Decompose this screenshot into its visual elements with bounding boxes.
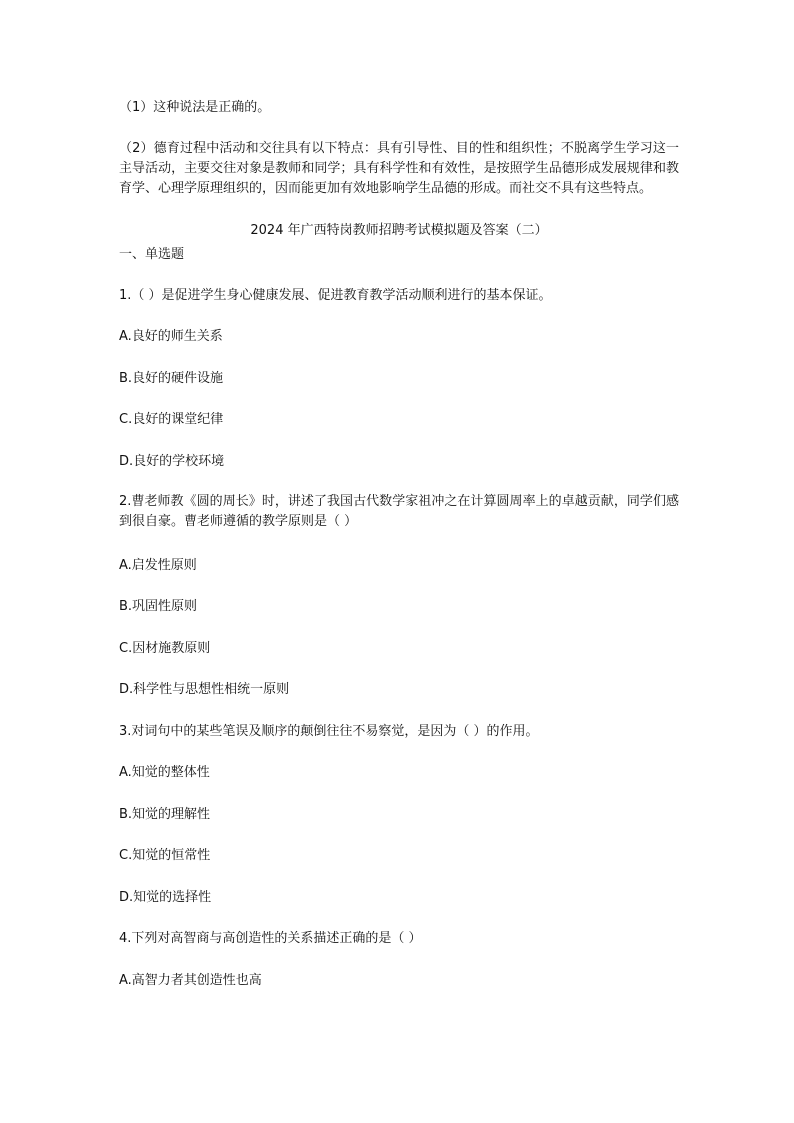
exam-title: 2024 年广西特岗教师招聘考试模拟题及答案（二） [250,223,548,238]
answer-2: （2）德育过程中活动和交往具有以下特点：具有引导性、目的性和组织性；不脱离学生学习这一主导活动，主要交往对象是教师和同学；具有科学性和有效性，是按照学生品德形成发展规律和教育学、心理学原理组织的，因而能更加有效地影响学生品德的形成。而社交不具有这些特点。 [119,141,679,196]
question-3-option-a: A.知觉的整体性 [119,765,210,780]
question-1-stem: 1.（ ）是促进学生身心健康发展、促进教育教学活动顺利进行的基本保证。 [119,288,552,303]
section-heading: 一、单选题 [119,247,185,262]
question-1-option-c: C.良好的课堂纪律 [119,412,224,427]
question-2-stem: 2.曹老师教《圆的周长》时，讲述了我国古代数学家祖冲之在计算圆周率上的卓越贡献，同学们感到很自豪。曹老师遵循的教学原则是（ ） [119,494,679,529]
question-3-option-c: C.知觉的恒常性 [119,848,211,863]
question-2-option-d: D.科学性与思想性相统一原则 [119,682,290,697]
question-4-option-a: A.高智力者其创造性也高 [119,973,262,988]
question-1-option-b: B.良好的硬件设施 [119,371,224,386]
question-4-stem: 4.下列对高智商与高创造性的关系描述正确的是（ ） [119,931,422,946]
question-1-option-d: D.良好的学校环境 [119,454,225,469]
answer-1: （1）这种说法是正确的。 [119,100,271,115]
question-3-stem: 3.对词句中的某些笔误及顺序的颠倒往往不易察觉，是因为（ ）的作用。 [119,724,539,739]
question-1-option-a: A.良好的师生关系 [119,329,223,344]
question-3-option-d: D.知觉的选择性 [119,890,212,905]
question-3-option-b: B.知觉的理解性 [119,807,211,822]
question-2-option-b: B.巩固性原则 [119,599,198,614]
question-2-option-c: C.因材施教原则 [119,641,211,656]
question-2-option-a: A.启发性原则 [119,558,197,573]
